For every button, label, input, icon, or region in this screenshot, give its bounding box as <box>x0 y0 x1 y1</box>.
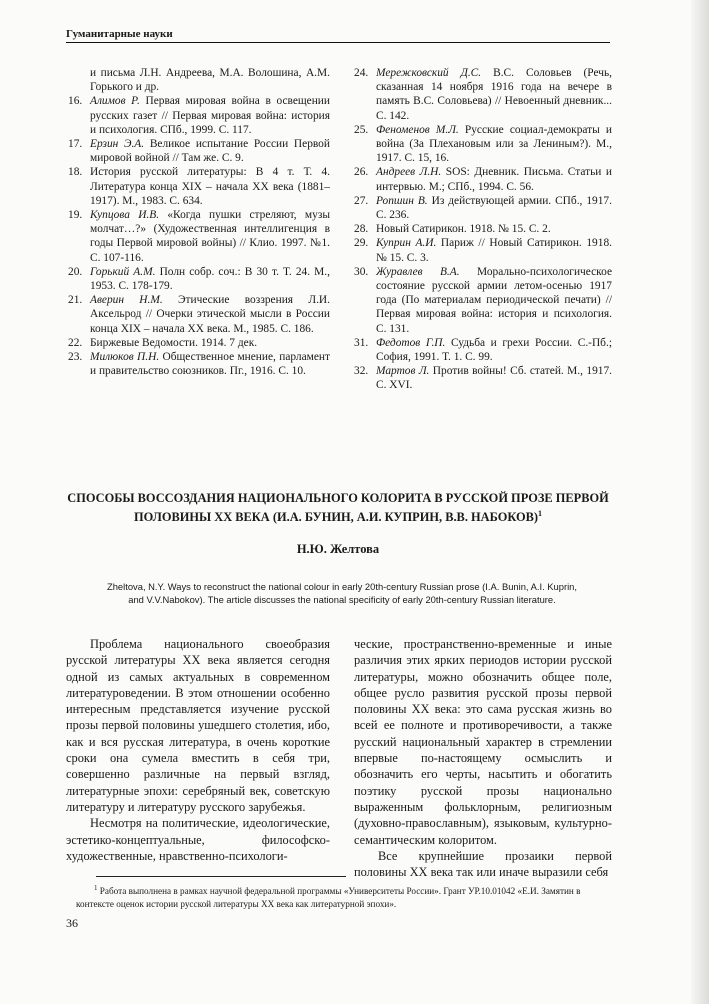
reference-number: 24. <box>354 67 369 79</box>
reference-text: Русские социал-демократы и война (За Плехановым или за Лениным?). М., 1917. С. 15, 16. <box>376 123 612 165</box>
reference-number: 25. <box>354 123 369 136</box>
reference-number: 18. <box>68 166 83 179</box>
footnote <box>76 882 612 911</box>
reference-author: Ропшин В. <box>376 194 428 207</box>
reference-item <box>354 222 612 236</box>
reference-number: 27. <box>354 194 369 207</box>
footnote-rule <box>96 876 346 877</box>
reference-item <box>354 165 612 193</box>
reference-author: Мартов Л. <box>376 365 430 378</box>
reference-number: 20. <box>68 265 83 278</box>
reference-text: История русской литературы: В 4 т. Т. 4. Литература конца XIX – начала XX века (1881–1917). М., 1983. С. 634. <box>90 166 330 207</box>
reference-item <box>68 94 330 137</box>
reference-text: Новый Сатирикон. 1918. № 15. С. 2. <box>376 223 551 236</box>
body-column-left <box>66 636 330 864</box>
reference-number: 19. <box>68 209 83 222</box>
reference-item <box>68 336 330 350</box>
article-author: Н.Ю. Желтова <box>296 542 380 556</box>
reference-number: 17. <box>68 138 83 151</box>
title-footnote-mark: 1 <box>538 509 543 518</box>
reference-item <box>354 123 612 166</box>
reference-author: Купцова И.В. <box>90 209 160 222</box>
header-rule <box>66 42 610 43</box>
reference-text: Из действующей армии. СПб., 1917. С. 236. <box>376 194 612 222</box>
reference-item <box>68 265 330 293</box>
footnote-mark: 1 <box>94 884 98 892</box>
reference-text: Против войны! Сб. статей. М., 1917. С. XVI. <box>376 365 612 392</box>
references-left-column <box>68 66 330 378</box>
body-paragraph: Проблема национального своеобразия русской литературы XX века является сегодня одной из самых актуальных в современном литературоведении. В этом отношении особенно интересным представляется изучение русской прозы первой половины ушедшего столетия, ибо, как и вся русская литература, в очень короткие сроки она сумела вместить в себя три, совершенно различные на первый взгляд, литературные эпохи: серебряный век, советскую литературу и литературу русского зарубежья. <box>66 637 330 814</box>
reference-item <box>354 364 612 392</box>
reference-text: Общественное мнение, парламент и правительство союзников. Пг., 1916. С. 10. <box>90 351 330 378</box>
reference-item <box>354 66 612 123</box>
reference-text: В.С. Соловьев (Речь, сказанная 14 ноября 1916 года на вечере в память В.С. Соловьева) // Невоенный дневник... С. 142. <box>376 67 612 122</box>
reference-number: 29. <box>354 237 369 250</box>
article-abstract: Zheltova, N.Y. Ways to reconstruct the national colour in early 20th-century Russian prose (I.A. Bunin, A.I. Kuprin, and V.V.Nabokov). The article discusses the national specificity of early 20th-century Russian literature. <box>106 581 578 606</box>
body-paragraph: Все крупнейшие прозаики первой половины XX века так или иначе выразили себя <box>354 848 612 880</box>
reference-text: SOS: Дневник. Письма. Статьи и интервью. М.; СПб., 1994. С. 56. <box>376 166 613 193</box>
body-column-right <box>354 636 612 880</box>
page-number: 36 <box>66 916 78 930</box>
reference-text: Полн собр. соч.: В 30 т. Т. 24. М., 1953. С. 178-179. <box>90 265 330 293</box>
footnote-text: Работа выполнена в рамках научной федеральной программы «Университеты России». Грант УР.10.01042 «Е.И. Замятин в контексте оценок истории русской литературы XX века как литературной эпохи». <box>76 886 581 910</box>
reference-number: 22. <box>68 336 83 349</box>
reference-item <box>354 265 612 336</box>
reference-number: 30. <box>354 265 369 278</box>
running-head: Гуманитарные науки <box>66 28 173 40</box>
reference-text: «Когда пушки стреляют, музы молчат…?» (Художественная интеллигенция в годы Первой мировой войны) // Клио. 1997. №1. С. 107-116. <box>90 209 330 264</box>
reference-author: Ерзин Э.А. <box>90 138 145 151</box>
reference-item <box>68 293 330 336</box>
body-paragraph: ческие, пространственно-временные и иные различия этих ярких периодов истории русской литературы, можно обозначить общее поле, общее русло развития русской прозы первой половины XX века: это сама русская жизнь во всей ее полноте и противоречивости, а также русский национальный характер в стремлении впервые по-настоящему осмыслить и обозначить его черты, насытить и обогатить поэтику русской прозы национально выраженным фольклорным, религиозным (духовно-православным), языковым, культурно-семантическим колоритом. <box>354 637 612 847</box>
reference-item <box>68 66 330 94</box>
reference-item <box>354 194 612 222</box>
reference-number: 21. <box>68 294 83 307</box>
reference-author: Алимов Р. <box>90 95 140 108</box>
reference-author: Куприн А.И. <box>376 237 437 250</box>
reference-number: 31. <box>354 336 369 349</box>
reference-item <box>68 350 330 378</box>
reference-author: Горький А.М. <box>90 265 156 278</box>
reference-text: Этические воззрения Л.И. Аксельрод // Очерки этической мысли в России конца XIX – начала XX века. М., 1985. С. 186. <box>90 294 330 335</box>
reference-item <box>68 208 330 265</box>
reference-author: Федотов Г.П. <box>376 336 446 349</box>
article-title-text: СПОСОБЫ ВОССОЗДАНИЯ НАЦИОНАЛЬНОГО КОЛОРИТА В РУССКОЙ ПРОЗЕ ПЕРВОЙ ПОЛОВИНЫ XX ВЕКА (И.А. БУНИН, А.И. КУПРИН, В.В. НАБОКОВ) <box>67 491 609 525</box>
reference-item <box>68 137 330 165</box>
reference-text: Великое испытание России Первой мировой войной // Там же. С. 9. <box>90 138 330 165</box>
reference-author: Мережковский Д.С. <box>376 67 482 79</box>
reference-number: 32. <box>354 365 369 378</box>
reference-text: и письма Л.Н. Андреева, М.А. Волошина, А.М. Горького и др. <box>90 67 330 94</box>
article-title <box>66 490 610 525</box>
reference-number: 23. <box>68 351 83 364</box>
reference-item <box>354 336 612 364</box>
reference-author: Милюков П.Н. <box>90 351 160 364</box>
reference-item <box>354 236 612 264</box>
reference-item <box>68 165 330 208</box>
reference-text: Париж // Новый Сатирикон. 1918. № 15. С. 3. <box>376 237 612 264</box>
body-paragraph: Несмотря на политические, идеологические, эстетико-концептуальные, философско-художественные, нравственно-психологи- <box>66 816 330 863</box>
reference-number: 16. <box>68 95 83 108</box>
reference-text: Судьба и грехи России. С.-Пб.; София, 1991. Т. 1. С. 99. <box>376 336 612 364</box>
scan-edge-shadow <box>691 0 709 1004</box>
reference-author: Журавлев В.А. <box>376 265 460 278</box>
reference-text: Первая мировая война в освещении русских газет // Первая мировая война: история и психология. СПб., 1999. С. 117. <box>90 95 331 136</box>
references-right-column <box>354 66 612 393</box>
reference-number: 28. <box>354 223 369 236</box>
reference-number: 26. <box>354 166 369 179</box>
reference-text: Биржевые Ведомости. 1914. 7 дек. <box>90 336 258 349</box>
reference-author: Феноменов М.Л. <box>376 123 459 136</box>
reference-author: Аверин Н.М. <box>90 294 163 307</box>
reference-author: Андреев Л.Н. <box>376 166 442 179</box>
reference-text: Морально-психологическое состояние русской армии летом-осенью 1917 года (По материалам периодической печати) // Первая мировая война: история и психология. С. 131. <box>376 265 613 335</box>
